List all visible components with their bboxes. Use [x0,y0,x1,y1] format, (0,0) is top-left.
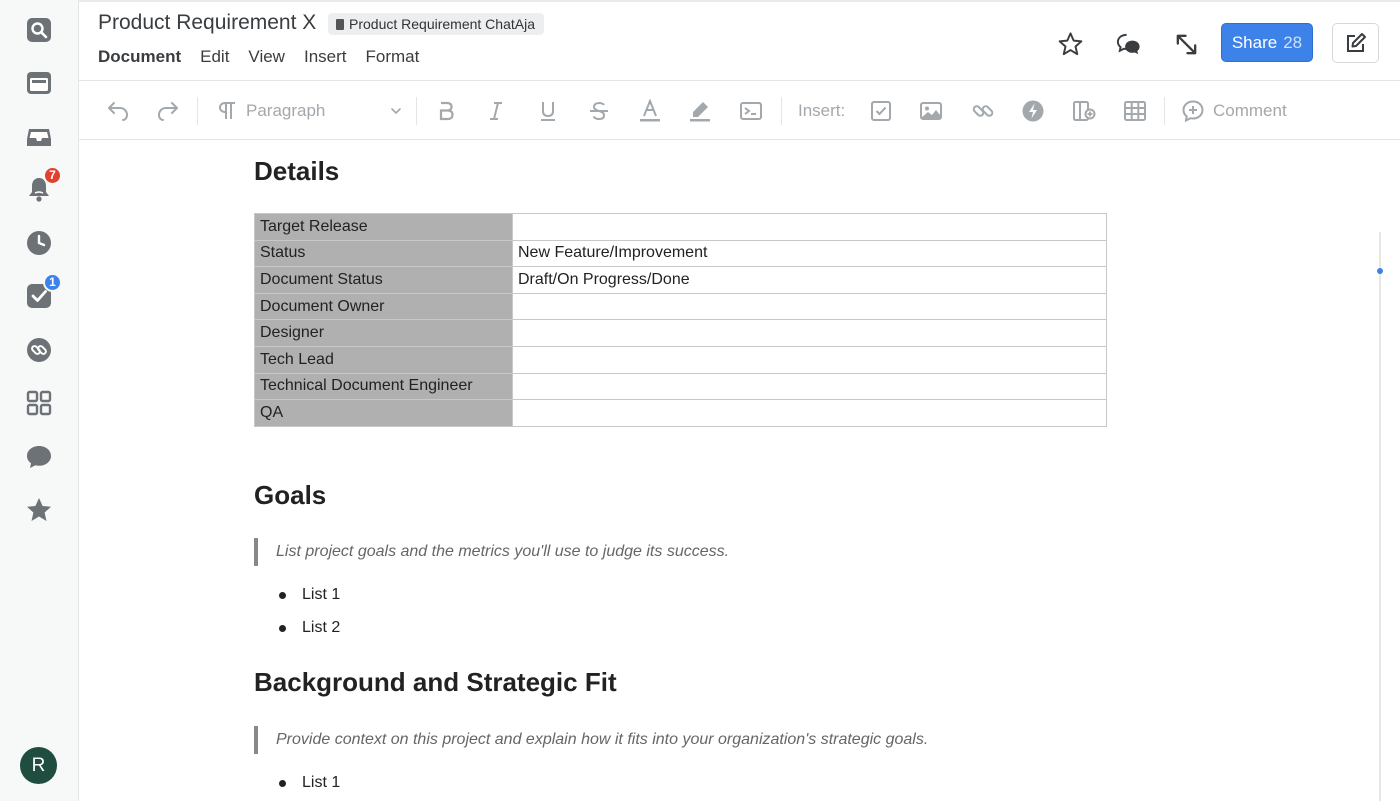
row-value[interactable] [513,373,1107,400]
table-row [255,267,1107,294]
row-value[interactable] [513,214,1107,241]
toolbar-divider [416,97,417,125]
notebook-icon [336,19,344,30]
bell-icon[interactable] [22,168,56,206]
row-value[interactable] [513,320,1107,347]
favorite-button[interactable] [1052,26,1088,62]
goals-heading: Goals [254,480,327,510]
expand-icon [1173,31,1200,58]
comment-button[interactable] [1181,97,1287,125]
menu-view[interactable]: View [248,47,285,66]
comment-label: Comment [1213,101,1287,120]
editor-toolbar [79,82,1400,140]
tasks-icon[interactable] [22,275,56,313]
goals-quote: List project goals and the metrics you'll use to judge its success. [254,538,729,566]
menu-bar [98,47,419,67]
text-color-icon[interactable] [638,97,662,125]
highlight-icon[interactable] [688,97,712,125]
table-row [255,240,1107,267]
share-button[interactable] [1221,23,1313,62]
row-key: Technical Document Engineer [255,373,513,400]
search-icon[interactable] [22,13,56,47]
menu-insert[interactable]: Insert [303,47,347,66]
inbox-icon[interactable] [22,119,56,153]
window-icon[interactable] [22,66,56,100]
toolbar-divider [781,97,782,125]
row-value[interactable] [513,293,1107,320]
comment-add-icon [1181,99,1205,123]
scroll-position-indicator[interactable] [1377,268,1383,274]
avatar[interactable]: R [20,747,57,784]
row-key: QA [255,400,513,427]
clock-icon[interactable] [22,226,56,260]
table-row [255,320,1107,347]
strikethrough-icon[interactable] [587,97,611,125]
row-key: Document Owner [255,293,513,320]
table-row [255,293,1107,320]
row-value[interactable] [513,400,1107,427]
star-outline-icon [1057,31,1084,58]
expand-button[interactable] [1168,26,1204,62]
background-heading: Background and Strategic Fit [254,667,617,697]
share-count: 28 [1283,32,1303,52]
row-key: Document Status [255,267,513,294]
undo-icon[interactable] [106,97,130,125]
image-icon[interactable] [919,97,943,125]
left-sidebar [0,0,79,801]
table-row [255,373,1107,400]
italic-icon[interactable] [484,97,508,125]
row-value[interactable]: Draft/On Progress/Done [513,267,1107,294]
menu-edit[interactable]: Edit [200,47,230,66]
paragraph-label: Paragraph [246,101,326,120]
share-label: Share [1231,32,1278,52]
edit-button[interactable] [1332,23,1379,63]
row-key: Designer [255,320,513,347]
breadcrumb[interactable] [328,13,544,35]
toolbar-divider [1164,97,1165,125]
table-row [255,400,1107,427]
table-row [255,214,1107,241]
list-item: List 2 [279,619,340,637]
document-header [79,0,1400,81]
lightning-icon[interactable] [1021,97,1045,125]
pilcrow-icon [216,99,240,123]
chevron-down-icon [388,103,404,119]
redo-icon[interactable] [156,97,180,125]
details-heading: Details [254,156,340,186]
menu-document[interactable]: Document [98,47,182,66]
row-value[interactable] [513,346,1107,373]
menu-format[interactable]: Format [365,47,420,66]
row-value[interactable]: New Feature/Improvement [513,240,1107,267]
underline-icon[interactable] [536,97,560,125]
breadcrumb-label: Product Requirement ChatAja [349,16,535,32]
page-title[interactable]: Product Requirement X [98,11,317,34]
link-insert-icon[interactable] [971,97,995,125]
code-block-icon[interactable] [739,97,763,125]
comments-icon [1115,31,1142,58]
table-icon[interactable] [1123,97,1147,125]
row-key: Tech Lead [255,346,513,373]
background-quote: Provide context on this project and explain how it fits into your organization's strategic goals. [254,726,928,754]
document-body[interactable] [79,140,1400,801]
tasks-badge: 1 [43,273,62,292]
grid-icon[interactable] [22,386,56,420]
star-icon[interactable] [22,493,56,527]
details-table [254,213,1107,427]
notification-badge: 7 [43,166,62,185]
list-item: List 1 [279,586,340,604]
insert-label: Insert: [798,101,846,120]
list-item: List 1 [279,774,340,792]
link-icon[interactable] [22,333,56,367]
checkbox-icon[interactable] [869,97,893,125]
toolbar-divider [197,97,198,125]
comments-button[interactable] [1110,26,1146,62]
row-key: Status [255,240,513,267]
insert-column-icon[interactable] [1072,97,1096,125]
row-key: Target Release [255,214,513,241]
paragraph-select[interactable] [216,97,406,125]
chat-icon[interactable] [22,440,56,474]
edit-icon [1344,31,1368,55]
table-row [255,346,1107,373]
scrollbar[interactable] [1379,232,1381,801]
bold-icon[interactable] [434,97,458,125]
